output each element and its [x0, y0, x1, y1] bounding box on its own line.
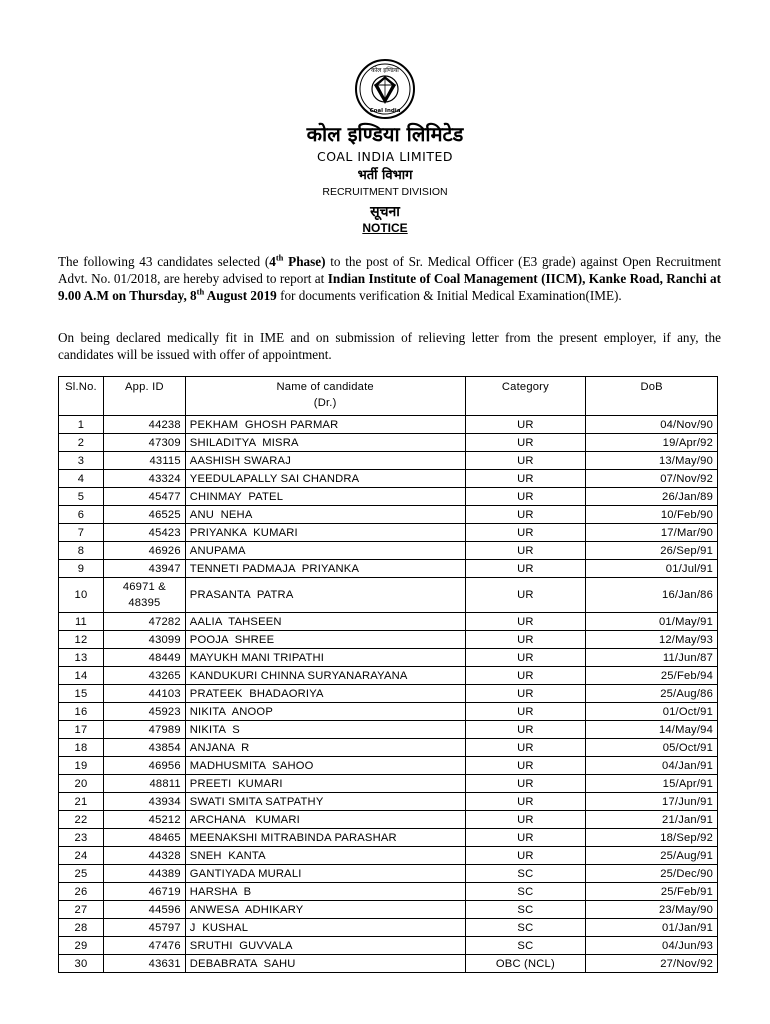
cell-name: NIKITA S [185, 721, 465, 739]
cell-dob: 10/Feb/90 [586, 506, 718, 524]
cell-appid: 46926 [103, 542, 185, 560]
cell-name: PEKHAM GHOSH PARMAR [185, 416, 465, 434]
cell-name: ANUPAMA [185, 542, 465, 560]
cell-appid: 43099 [103, 631, 185, 649]
cell-dob: 19/Apr/92 [586, 434, 718, 452]
cell-category: UR [465, 811, 586, 829]
cell-category: UR [465, 703, 586, 721]
cell-appid: 44328 [103, 847, 185, 865]
cell-appid-line1: 46971 & [122, 581, 166, 593]
cell-appid: 43631 [103, 955, 185, 973]
hindi-division-name: भर्ती विभाग [357, 168, 413, 183]
cell-appid: 47476 [103, 937, 185, 955]
header-category: Category [465, 377, 586, 416]
cell-slno: 27 [59, 901, 104, 919]
cell-dob: 18/Sep/92 [586, 829, 718, 847]
table-row [59, 524, 718, 542]
cell-appid: 43934 [103, 793, 185, 811]
company-name: COAL INDIA LIMITED [317, 149, 453, 164]
cell-appid-line2: 48395 [128, 597, 161, 609]
cell-name: MAYUKH MANI TRIPATHI [185, 649, 465, 667]
cell-category: UR [465, 470, 586, 488]
cell-slno: 26 [59, 883, 104, 901]
table-row [59, 470, 718, 488]
cell-name: ANU NEHA [185, 506, 465, 524]
cell-dob: 26/Jan/89 [586, 488, 718, 506]
cell-name: ANJANA R [185, 739, 465, 757]
table-row [59, 721, 718, 739]
cell-category: UR [465, 560, 586, 578]
cell-appid: 46956 [103, 757, 185, 775]
cell-slno: 6 [59, 506, 104, 524]
cell-name: HARSHA B [185, 883, 465, 901]
table-row [59, 613, 718, 631]
header-slno: Sl.No. [59, 377, 104, 416]
cell-slno: 16 [59, 703, 104, 721]
header-dob: DoB [586, 377, 718, 416]
cell-slno: 18 [59, 739, 104, 757]
cell-dob: 15/Apr/91 [586, 775, 718, 793]
cell-category: UR [465, 685, 586, 703]
cell-appid: 48811 [103, 775, 185, 793]
candidates-table [58, 376, 718, 973]
cell-category: SC [465, 937, 586, 955]
cell-category: UR [465, 524, 586, 542]
cell-name: ARCHANA KUMARI [185, 811, 465, 829]
cell-appid: 45423 [103, 524, 185, 542]
table-row [59, 919, 718, 937]
cell-category: SC [465, 919, 586, 937]
notice-heading: NOTICE [362, 221, 408, 235]
cell-category: UR [465, 434, 586, 452]
table-row [59, 937, 718, 955]
cell-slno: 22 [59, 811, 104, 829]
cell-slno: 10 [59, 578, 104, 613]
cell-name: GANTIYADA MURALI [185, 865, 465, 883]
header-name-line1: Name of candidate [276, 381, 374, 393]
cell-dob: 04/Jan/91 [586, 757, 718, 775]
cell-name: CHINMAY PATEL [185, 488, 465, 506]
cell-dob: 12/May/93 [586, 631, 718, 649]
cell-category: SC [465, 865, 586, 883]
cell-dob: 11/Jun/87 [586, 649, 718, 667]
cell-category: UR [465, 452, 586, 470]
table-row [59, 811, 718, 829]
table-row [59, 685, 718, 703]
cell-name: ANWESA ADHIKARY [185, 901, 465, 919]
p1-text-1: The following 43 candidates selected ( [58, 254, 270, 269]
cell-category: UR [465, 739, 586, 757]
cell-category: UR [465, 649, 586, 667]
cell-appid: 43115 [103, 452, 185, 470]
cell-slno: 4 [59, 470, 104, 488]
cell-category: UR [465, 613, 586, 631]
cell-dob: 04/Jun/93 [586, 937, 718, 955]
cell-appid: 45923 [103, 703, 185, 721]
header-name-line2: (Dr.) [313, 397, 337, 409]
cell-appid: 47989 [103, 721, 185, 739]
cell-category: UR [465, 488, 586, 506]
cell-name: MEENAKSHI MITRABINDA PARASHAR [185, 829, 465, 847]
cell-name: AALIA TAHSEEN [185, 613, 465, 631]
cell-category: UR [465, 542, 586, 560]
cell-name: PREETI KUMARI [185, 775, 465, 793]
cell-category: UR [465, 829, 586, 847]
cell-dob: 17/Jun/91 [586, 793, 718, 811]
table-row [59, 649, 718, 667]
table-row [59, 775, 718, 793]
cell-dob: 04/Nov/90 [586, 416, 718, 434]
cell-name: MADHUSMITA SAHOO [185, 757, 465, 775]
table-row [59, 578, 718, 613]
cell-appid: 43947 [103, 560, 185, 578]
cell-appid: 43854 [103, 739, 185, 757]
cell-slno: 13 [59, 649, 104, 667]
cell-slno: 3 [59, 452, 104, 470]
cell-dob: 25/Aug/91 [586, 847, 718, 865]
cell-appid: 45212 [103, 811, 185, 829]
cell-category: UR [465, 631, 586, 649]
cell-appid: 43265 [103, 667, 185, 685]
cell-appid: 46525 [103, 506, 185, 524]
logo-text-bottom: Coal India [369, 108, 401, 114]
cell-slno: 29 [59, 937, 104, 955]
table-row [59, 416, 718, 434]
table-row [59, 793, 718, 811]
cell-category: OBC (NCL) [465, 955, 586, 973]
cell-appid: 44389 [103, 865, 185, 883]
cell-name: DEBABRATA SAHU [185, 955, 465, 973]
cell-name: TENNETI PADMAJA PRIYANKA [185, 560, 465, 578]
cell-category: UR [465, 578, 586, 613]
cell-name: SRUTHI GUVVALA [185, 937, 465, 955]
cell-name: KANDUKURI CHINNA SURYANARAYANA [185, 667, 465, 685]
cell-slno: 23 [59, 829, 104, 847]
cell-appid: 45797 [103, 919, 185, 937]
cell-dob: 21/Jan/91 [586, 811, 718, 829]
table-header-row [59, 377, 718, 416]
cell-category: SC [465, 883, 586, 901]
table-row [59, 901, 718, 919]
coal-india-logo [354, 58, 416, 120]
table-row [59, 542, 718, 560]
cell-appid: 48465 [103, 829, 185, 847]
header-name [185, 377, 465, 416]
cell-appid: 46719 [103, 883, 185, 901]
cell-appid: 45477 [103, 488, 185, 506]
cell-dob: 01/Jul/91 [586, 560, 718, 578]
cell-slno: 8 [59, 542, 104, 560]
cell-dob: 01/Jan/91 [586, 919, 718, 937]
table-row [59, 883, 718, 901]
cell-appid: 47282 [103, 613, 185, 631]
cell-category: UR [465, 506, 586, 524]
notice-paragraph-2: On being declared medically fit in IME and on submission of relieving letter from the present employer, if any, the candidates will be issued with offer of appointment. [58, 330, 721, 363]
cell-slno: 2 [59, 434, 104, 452]
cell-appid: 44596 [103, 901, 185, 919]
cell-dob: 23/May/90 [586, 901, 718, 919]
cell-dob: 17/Mar/90 [586, 524, 718, 542]
cell-category: UR [465, 757, 586, 775]
cell-name: SHILADITYA MISRA [185, 434, 465, 452]
p1-phase [269, 254, 325, 269]
cell-slno: 14 [59, 667, 104, 685]
p1-phase-num: 4 [269, 254, 276, 269]
table-row [59, 757, 718, 775]
cell-dob: 25/Dec/90 [586, 865, 718, 883]
cell-category: UR [465, 847, 586, 865]
cell-appid: 48449 [103, 649, 185, 667]
cell-appid: 44103 [103, 685, 185, 703]
table-row [59, 739, 718, 757]
cell-dob: 01/Oct/91 [586, 703, 718, 721]
cell-dob: 25/Feb/94 [586, 667, 718, 685]
cell-dob: 25/Aug/86 [586, 685, 718, 703]
cell-slno: 12 [59, 631, 104, 649]
cell-name: YEEDULAPALLY SAI CHANDRA [185, 470, 465, 488]
cell-slno: 25 [59, 865, 104, 883]
cell-dob: 13/May/90 [586, 452, 718, 470]
table-row [59, 506, 718, 524]
cell-dob: 14/May/94 [586, 721, 718, 739]
cell-name: SWATI SMITA SATPATHY [185, 793, 465, 811]
cell-dob: 01/May/91 [586, 613, 718, 631]
p1-phase-word: Phase) [283, 254, 326, 269]
hindi-company-name: कोल इण्डिया लिमिटेड [306, 122, 464, 146]
table-row [59, 560, 718, 578]
table-row [59, 847, 718, 865]
cell-slno: 24 [59, 847, 104, 865]
cell-slno: 15 [59, 685, 104, 703]
table-row [59, 865, 718, 883]
table-row [59, 955, 718, 973]
cell-slno: 30 [59, 955, 104, 973]
logo-text-top: कोल इण्डिया [371, 67, 399, 74]
cell-slno: 9 [59, 560, 104, 578]
table-row [59, 434, 718, 452]
cell-dob: 07/Nov/92 [586, 470, 718, 488]
p1-text-3: for documents verification & Initial Medical Examination(IME). [276, 288, 622, 304]
cell-slno: 19 [59, 757, 104, 775]
cell-name: AASHISH SWARAJ [185, 452, 465, 470]
cell-slno: 20 [59, 775, 104, 793]
cell-slno: 28 [59, 919, 104, 937]
cell-name: NIKITA ANOOP [185, 703, 465, 721]
cell-dob: 27/Nov/92 [586, 955, 718, 973]
cell-dob: 05/Oct/91 [586, 739, 718, 757]
p1-phase-sup: th [275, 252, 284, 263]
cell-category: UR [465, 793, 586, 811]
p1-date-text: August 2019 [204, 288, 277, 304]
cell-name: PRIYANKA KUMARI [185, 524, 465, 542]
letterhead [0, 58, 770, 236]
table-row [59, 631, 718, 649]
header-appid: App. ID [103, 377, 185, 416]
cell-appid [103, 578, 185, 613]
cell-category: UR [465, 721, 586, 739]
cell-category: UR [465, 667, 586, 685]
cell-slno: 21 [59, 793, 104, 811]
cell-dob: 25/Feb/91 [586, 883, 718, 901]
division-name: RECRUITMENT DIVISION [322, 186, 448, 198]
cell-name: POOJA SHREE [185, 631, 465, 649]
cell-name: PRATEEK BHADAORIYA [185, 685, 465, 703]
table-row [59, 667, 718, 685]
cell-name: J KUSHAL [185, 919, 465, 937]
p1-venue-text: Indian Institute of Coal Management (IICM), Kanke Road, Ranchi at 9.00 A.M on Thursday, 8 [58, 271, 721, 304]
cell-slno: 5 [59, 488, 104, 506]
cell-appid: 43324 [103, 470, 185, 488]
cell-name: SNEH KANTA [185, 847, 465, 865]
cell-dob: 16/Jan/86 [586, 578, 718, 613]
hindi-notice-heading: सूचना [370, 204, 400, 220]
table-row [59, 703, 718, 721]
cell-category: UR [465, 416, 586, 434]
table-row [59, 452, 718, 470]
cell-category: UR [465, 775, 586, 793]
notice-paragraph-1 [58, 253, 721, 305]
cell-appid: 47309 [103, 434, 185, 452]
cell-slno: 11 [59, 613, 104, 631]
p1-text-2: to the post of Sr. Medical Officer (E3 grade) against Open Recruitment Advt. No. 01/2018, are hereby advised to report at [58, 254, 721, 287]
cell-name: PRASANTA PATRA [185, 578, 465, 613]
cell-appid: 44238 [103, 416, 185, 434]
cell-dob: 26/Sep/91 [586, 542, 718, 560]
p1-date-sup: th [196, 287, 205, 298]
cell-category: SC [465, 901, 586, 919]
cell-slno: 17 [59, 721, 104, 739]
cell-slno: 1 [59, 416, 104, 434]
table-row [59, 829, 718, 847]
cell-slno: 7 [59, 524, 104, 542]
table-row [59, 488, 718, 506]
